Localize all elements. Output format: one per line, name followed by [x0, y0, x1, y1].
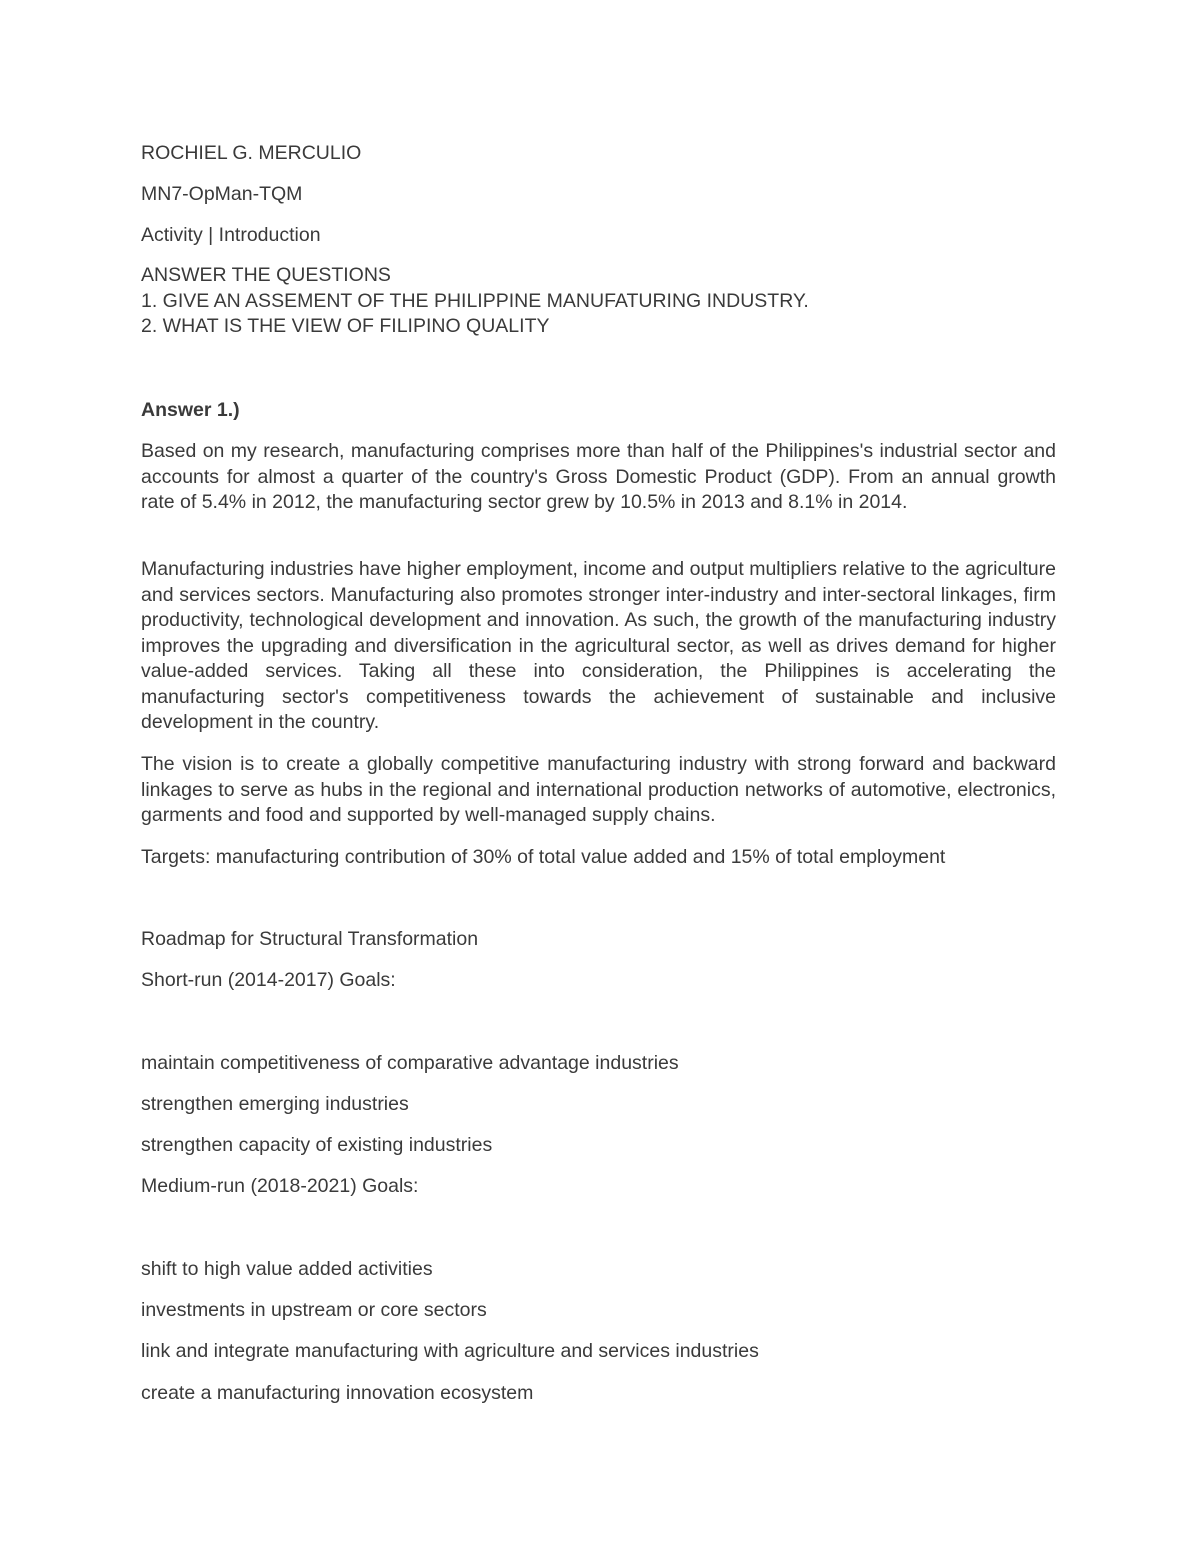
answer-paragraph: Targets: manufacturing contribution of 30% of total value added and 15% of total employment	[141, 846, 946, 868]
answer-paragraph: Based on my research, manufacturing comprises more than half of the Philippines's industrial sector and accounts for almost a quarter of the country's Gross Domestic Product (GDP). From an annual growth rate of 5.4% in 2012, the manufacturing sector grew by 10.5% in 2013 and 8.1% in 2014.	[141, 440, 1056, 513]
goal-item: strengthen emerging industries	[141, 1093, 409, 1115]
question-item: 1. GIVE AN ASSEMENT OF THE PHILIPPINE MANUFATURING INDUSTRY.	[141, 289, 809, 312]
goal-item: strengthen capacity of existing industries	[141, 1134, 493, 1156]
questions-heading: ANSWER THE QUESTIONS	[141, 264, 391, 286]
question-item: 2. WHAT IS THE VIEW OF FILIPINO QUALITY	[141, 315, 550, 337]
goal-item: maintain competitiveness of comparative advantage industries	[141, 1052, 679, 1074]
roadmap-title: Roadmap for Structural Transformation	[141, 928, 479, 950]
answer-paragraph: Manufacturing industries have higher employment, income and output multipliers relative to the agriculture and services sectors. Manufacturing also promotes stronger inter-industry and inter-sectoral linkages, firm productivity, technological development and innovation. As such, the growth of the manufacturing industry improves the upgrading and diversification in the agricultural sector, as well as drives demand for higher value-added services. Taking all these into consideration, the Philippines is accelerating the manufacturing sector's competitiveness towards the achievement of sustainable and inclusive development in the country.	[141, 558, 1056, 733]
answer-paragraph: The vision is to create a globally competitive manufacturing industry with strong forward and backward linkages to serve as hubs in the regional and international production networks of automotive, electronics, garments and food and supported by well-managed supply chains.	[141, 753, 1056, 826]
short-run-heading: Short-run (2014-2017) Goals:	[141, 969, 396, 991]
goal-item: create a manufacturing innovation ecosystem	[141, 1382, 534, 1404]
student-name: ROCHIEL G. MERCULIO	[141, 142, 362, 164]
medium-run-heading: Medium-run (2018-2021) Goals:	[141, 1175, 419, 1197]
goal-item: link and integrate manufacturing with agriculture and services industries	[141, 1340, 759, 1362]
answer-label: Answer 1.)	[141, 399, 240, 421]
goal-item: investments in upstream or core sectors	[141, 1299, 487, 1321]
questions-block	[141, 263, 1056, 340]
activity-title: Activity | Introduction	[141, 224, 321, 246]
course-code: MN7-OpMan-TQM	[141, 183, 303, 205]
goal-item: shift to high value added activities	[141, 1258, 433, 1280]
